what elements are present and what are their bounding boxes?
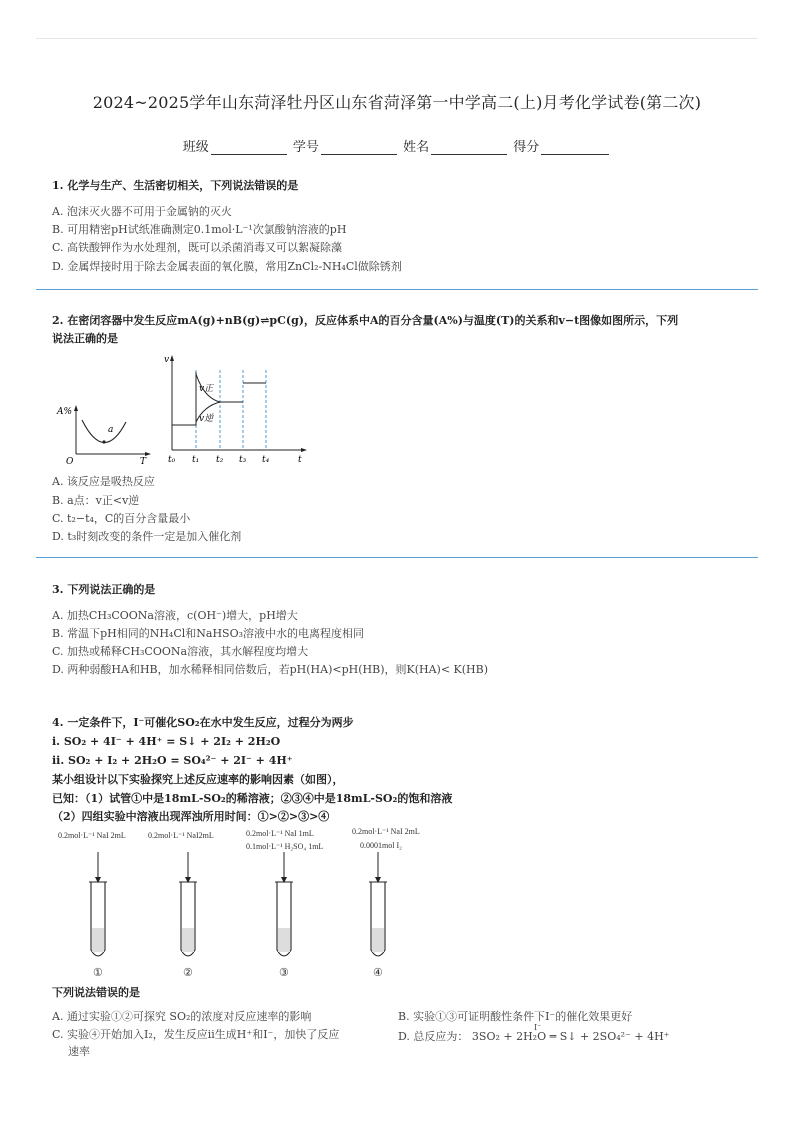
point-a-marker [102, 440, 105, 443]
graph2-v-reverse-label: v逆 [199, 414, 214, 424]
graph2-tick-t3: t₃ [239, 455, 247, 465]
class-blank[interactable] [211, 153, 287, 155]
tube1-label: 0.2mol·L⁻¹ NaI 2mL [58, 831, 126, 840]
class-label: 班级 [182, 140, 209, 155]
q1-option-a: A. 泡沫灭火器不可用于金属钠的灭火 [52, 205, 232, 218]
tube-1 [89, 852, 107, 956]
graph2-tick-t2: t₂ [216, 455, 224, 465]
tube4-label2: 0.0001mol I₂ [360, 841, 402, 850]
graph2-xlabel: t [298, 455, 302, 465]
q3-option-d: D. 两种弱酸HA和HB，加水稀释相同倍数后，若pH(HA)<pH(HB)，则K(HA)< K(HB) [52, 663, 489, 676]
id-blank[interactable] [321, 153, 397, 155]
q3-stem: 3. 下列说法正确的是 [52, 583, 156, 596]
q2-option-c: C. t₂−t₄，C的百分含量最小 [52, 512, 191, 525]
q1-stem: 1. 化学与生产、生活密切相关，下列说法错误的是 [52, 179, 299, 192]
q4-line3: 某小组设计以下实验探究上述反应速率的影响因素（如图）， [52, 773, 344, 786]
q2-a-percent-graph [52, 402, 152, 466]
q4-ask: 下列说法错误的是 [52, 986, 140, 999]
top-divider [36, 38, 758, 39]
q4-stem: 4. 一定条件下，I⁻可催化SO₂在水中发生反应，过程分为两步 [52, 716, 354, 729]
q4-option-c-cont: 速率 [68, 1045, 90, 1058]
tube3-number: ③ [279, 967, 289, 979]
tube4-number: ④ [373, 967, 383, 979]
q4-option-b: B. 实验①③可证明酸性条件下I⁻的催化效果更好 [398, 1010, 633, 1023]
student-info-line [0, 136, 794, 155]
q2-option-d: D. t₃时刻改变的条件一定是加入催化剂 [52, 530, 242, 543]
q2-stem-line2: 说法正确的是 [52, 332, 118, 345]
q3-option-a: A. 加热CH₃COONa溶液，c(OH⁻)增大，pH增大 [52, 609, 298, 622]
q1-separator [36, 289, 758, 290]
tube-4 [369, 852, 387, 956]
q4-line5: （2）四组实验中溶液出现浑浊所用时间：①>②>③>④ [52, 810, 330, 823]
q3-option-b: B. 常温下pH相同的NH₄Cl和NaHSO₃溶液中水的电离程度相同 [52, 627, 365, 640]
graph2-v-forward-label: v正 [199, 384, 214, 394]
test-tubes-figure [60, 850, 410, 970]
q4-option-c: C. 实验④开始加入I₂，发生反应ii生成H⁺和I⁻，加快了反应 [52, 1028, 340, 1041]
q4-step2: ii. SO₂ + I₂ + 2H₂O = SO₄²⁻ + 2I⁻ + 4H⁺ [52, 754, 293, 767]
tube4-label: 0.2mol·L⁻¹ NaI 2mL [352, 827, 420, 836]
graph2-tick-t0: t₀ [168, 455, 176, 465]
graph2-tick-t1: t₁ [192, 455, 200, 465]
tube2-number: ② [183, 967, 193, 979]
q1-option-b: B. 可用精密pH试纸准确测定0.1mol·L⁻¹次氯酸钠溶液的pH [52, 223, 347, 236]
q4-option-a: A. 通过实验①②可探究 SO₂的浓度对反应速率的影响 [52, 1010, 312, 1023]
tube2-label: 0.2mol·L⁻¹ NaI2mL [148, 831, 214, 840]
graph2-tick-t4: t₄ [262, 455, 270, 465]
q1-option-c: C. 高铁酸钾作为水处理剂，既可以杀菌消毒又可以絮凝除藻 [52, 241, 343, 254]
tube-3 [275, 852, 293, 956]
q2-option-a: A. 该反应是吸热反应 [52, 475, 155, 488]
id-label: 学号 [292, 140, 319, 155]
graph1-point-label: a [108, 425, 114, 435]
page-title: 2024~2025学年山东菏泽牡丹区山东省菏泽第一中学高二(上)月考化学试卷(第二次) [92, 93, 702, 112]
q2-stem-line1: 2. 在密闭容器中发生反应mA(g)+nB(g)⇌pC(g)，反应体系中A的百分含量(A%)与温度(T)的关系和v−t图像如图所示，下列 [52, 314, 679, 327]
q3-option-c: C. 加热或稀释CH₃COONa溶液，其水解程度均增大 [52, 645, 309, 658]
graph1-ylabel: A% [57, 407, 73, 417]
q2-separator [36, 557, 758, 558]
q4-option-d: D. 总反应为： 3SO₂ + 2H₂O ═ S↓ + 2SO₄²⁻ + 4H⁺ [398, 1030, 670, 1043]
q4-line4: 已知：（1）试管①中是18mL-SO₂的稀溶液；②③④中是18mL-SO₂的饱和溶液 [52, 792, 453, 805]
tube3-label2: 0.1mol·L⁻¹ H₂SO₄ 1mL [246, 842, 324, 851]
q4-step1: i. SO₂ + 4I⁻ + 4H⁺ = S↓ + 2I₂ + 2H₂O [52, 735, 281, 748]
tube3-label: 0.2mol·L⁻¹ NaI 1mL [246, 829, 314, 838]
score-blank[interactable] [541, 153, 609, 155]
q2-option-b: B. a点：v正<v逆 [52, 494, 140, 507]
q4-option-d-catalyst: I⁻ [534, 1023, 542, 1032]
tube1-number: ① [93, 967, 103, 979]
graph2-ylabel: v [164, 355, 170, 365]
q1-option-d: D. 金属焊接时用于除去金属表面的氧化膜，常用ZnCl₂-NH₄Cl做除锈剂 [52, 260, 402, 273]
name-blank[interactable] [431, 153, 507, 155]
graph1-origin: O [66, 457, 74, 466]
tube-2 [179, 852, 197, 956]
name-label: 姓名 [403, 140, 430, 155]
score-label: 得分 [513, 140, 540, 155]
q2-vt-graph [160, 350, 310, 468]
graph1-xlabel: T [140, 457, 147, 466]
